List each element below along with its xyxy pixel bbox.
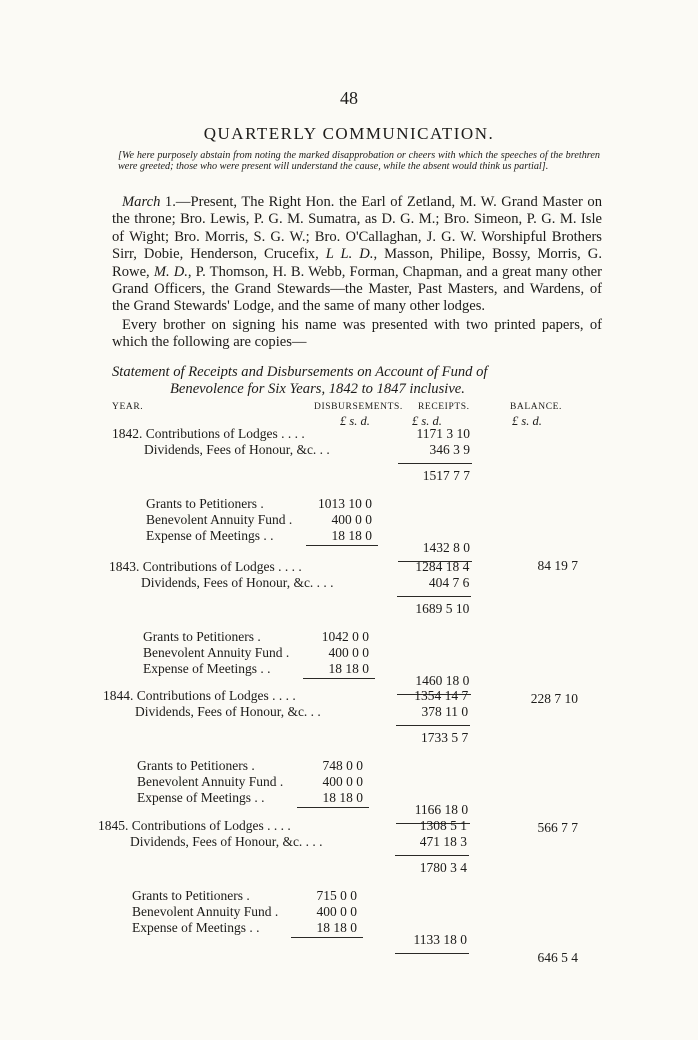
contributions-amount: 1354 14 7 bbox=[414, 688, 469, 703]
contributions-label: 1845. Contributions of Lodges . . . . bbox=[98, 818, 291, 833]
annuity-label: Benevolent Annuity Fund . bbox=[143, 645, 290, 660]
disbursements-rule bbox=[297, 807, 369, 808]
meetings-label: Expense of Meetings . . bbox=[143, 661, 271, 676]
receipts-rule bbox=[396, 725, 470, 726]
disbursements-rule bbox=[306, 545, 378, 546]
contributions-amount: 1284 18 4 bbox=[415, 559, 470, 574]
balance-amount: 228 7 10 bbox=[530, 691, 578, 706]
attendance-text-2: , Masson, Philipe, Bossy, Morris, G. Rowe, bbox=[112, 246, 602, 280]
grants-label: Grants to Petitioners . bbox=[137, 758, 255, 773]
meetings-amount: 18 18 0 bbox=[331, 528, 372, 543]
papers-paragraph: Every brother on signing his name was presented with two printed papers, of which the following are copies— bbox=[112, 317, 602, 351]
dividends-amount: 471 18 3 bbox=[419, 834, 467, 849]
disbursements-total: 1432 8 0 bbox=[422, 540, 470, 555]
attendance-text-1: 1.—Present, The Right Hon. the Earl of Zetland, M. W. Grand Master on the throne; Bro. Lewis, P. G. M. Sumatra, as D. G. M.; Bro. Simeon, P. G. M. Isle of Wight; Bro. Morris, S. G. W.; Bro. O'Callaghan, J. G. W. Worshipful Brothers Sirr, Dobie, Henderson, Crucefix, bbox=[112, 194, 602, 263]
units-disbursements: £ s. d. bbox=[340, 414, 370, 428]
date-label: March bbox=[122, 194, 161, 210]
balance-rule bbox=[395, 953, 469, 954]
dividends-amount: 378 11 0 bbox=[421, 704, 469, 719]
dividends-amount: 346 3 9 bbox=[429, 442, 470, 457]
attendance-text-3: , P. Thomson, H. B. Webb, Forman, Chapman, and a great many other Grand Officers, the Grand Stewards—the Master, Past Masters, and Wardens, of the Grand Stewards' Lodge, and the same of many other lodges. bbox=[112, 263, 602, 315]
annuity-amount: 400 0 0 bbox=[328, 645, 369, 660]
attendance-paragraph bbox=[112, 194, 602, 316]
receipts-total: 1733 5 7 bbox=[420, 730, 469, 745]
lld-abbrev: L L. D. bbox=[325, 246, 374, 263]
annuity-label: Benevolent Annuity Fund . bbox=[146, 512, 293, 527]
balance-amount: 84 19 7 bbox=[537, 558, 578, 573]
page-heading: QUARTERLY COMMUNICATION. bbox=[203, 124, 495, 143]
grants-amount: 1042 0 0 bbox=[321, 629, 369, 644]
col-header-balance: BALANCE. bbox=[510, 402, 563, 412]
annuity-label: Benevolent Annuity Fund . bbox=[132, 904, 279, 919]
annuity-amount: 400 0 0 bbox=[322, 774, 363, 789]
statement-title-line-1: Statement of Receipts and Disbursements on Account of Fund of bbox=[112, 364, 488, 380]
editorial-notice: [We here purposely abstain from noting the marked disapprobation or cheers with which the speeches of the brethren were greeted; those who were present will understand the cause, while the absent would think us partial]. bbox=[118, 150, 600, 172]
contributions-label: 1843. Contributions of Lodges . . . . bbox=[109, 559, 302, 574]
units-receipts: £ s. d. bbox=[412, 414, 442, 428]
disbursements-rule bbox=[291, 937, 363, 938]
col-header-disbursements: DISBURSEMENTS. bbox=[314, 402, 403, 412]
meetings-amount: 18 18 0 bbox=[322, 790, 363, 805]
receipts-total: 1780 3 4 bbox=[419, 860, 467, 875]
statement-title-line-2: Benevolence for Six Years, 1842 to 1847 inclusive. bbox=[170, 381, 465, 398]
annuity-amount: 400 0 0 bbox=[331, 512, 372, 527]
receipts-total: 1689 5 10 bbox=[415, 601, 470, 616]
grants-label: Grants to Petitioners . bbox=[132, 888, 250, 903]
disbursements-total: 1133 18 0 bbox=[413, 932, 467, 947]
meetings-label: Expense of Meetings . . bbox=[146, 528, 274, 543]
contributions-amount: 1308 5 1 bbox=[419, 818, 467, 833]
units-balance: £ s. d. bbox=[512, 414, 542, 428]
receipts-rule bbox=[398, 463, 472, 464]
meetings-amount: 18 18 0 bbox=[316, 920, 357, 935]
receipts-rule bbox=[397, 596, 471, 597]
contributions-label: 1842. Contributions of Lodges . . . . bbox=[112, 426, 305, 441]
annuity-amount: 400 0 0 bbox=[316, 904, 357, 919]
contributions-amount: 1171 3 10 bbox=[416, 426, 470, 441]
meetings-label: Expense of Meetings . . bbox=[132, 920, 260, 935]
dividends-label: Dividends, Fees of Honour, &c. . . bbox=[135, 704, 321, 719]
dividends-label: Dividends, Fees of Honour, &c. . . . bbox=[141, 575, 334, 590]
grants-amount: 1013 10 0 bbox=[318, 496, 372, 511]
col-header-receipts: RECEIPTS. bbox=[418, 402, 470, 412]
grants-amount: 715 0 0 bbox=[316, 888, 357, 903]
col-header-year: YEAR. bbox=[112, 402, 144, 412]
grants-label: Grants to Petitioners . bbox=[146, 496, 264, 511]
grants-amount: 748 0 0 bbox=[322, 758, 363, 773]
disbursements-rule bbox=[303, 678, 375, 679]
receipts-total: 1517 7 7 bbox=[422, 468, 470, 483]
grants-label: Grants to Petitioners . bbox=[143, 629, 261, 644]
md-abbrev: M. D. bbox=[153, 263, 188, 280]
dividends-amount: 404 7 6 bbox=[428, 575, 470, 590]
disbursements-total: 1166 18 0 bbox=[414, 802, 469, 817]
meetings-label: Expense of Meetings . . bbox=[137, 790, 265, 805]
balance-amount: 566 7 7 bbox=[537, 820, 578, 835]
disbursements-total: 1460 18 0 bbox=[415, 673, 470, 688]
balance-amount: 646 5 4 bbox=[537, 950, 578, 965]
page-number: 48 bbox=[340, 88, 358, 108]
dividends-label: Dividends, Fees of Honour, &c. . . . bbox=[130, 834, 323, 849]
statement-title bbox=[112, 364, 602, 399]
dividends-label: Dividends, Fees of Honour, &c. . . bbox=[144, 442, 330, 457]
contributions-label: 1844. Contributions of Lodges . . . . bbox=[103, 688, 296, 703]
annuity-label: Benevolent Annuity Fund . bbox=[137, 774, 284, 789]
receipts-rule bbox=[395, 855, 469, 856]
meetings-amount: 18 18 0 bbox=[328, 661, 369, 676]
